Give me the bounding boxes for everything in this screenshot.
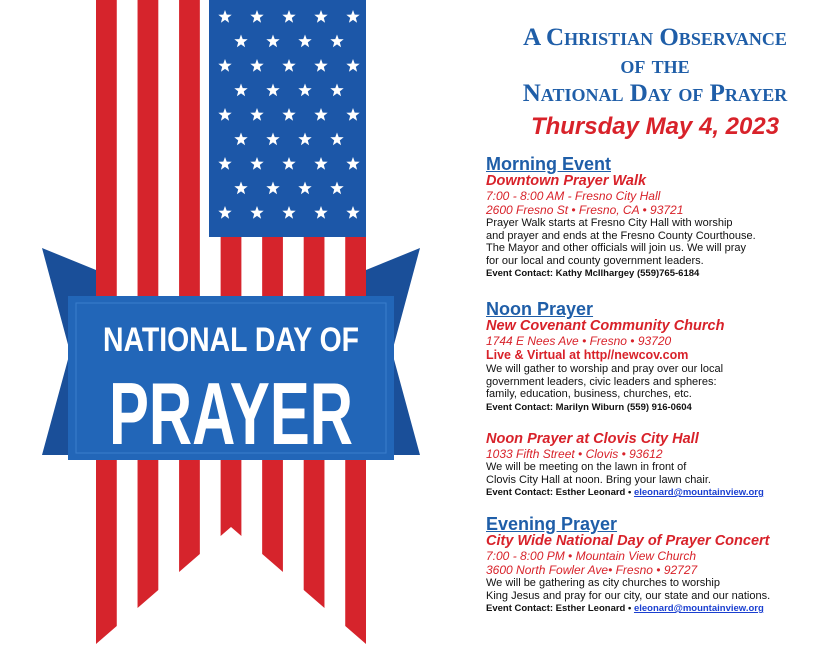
noon-contact: Event Contact: Marilyn Wiburn (559) 916-0604 [486, 401, 692, 413]
noon-section [486, 300, 836, 414]
noon-event-address: 1744 E Nees Ave • Fresno • 93720 [486, 334, 672, 348]
clovis-event-address: 1033 Fifth Street • Clovis • 93612 [486, 447, 663, 461]
evening-desc-line: King Jesus and pray for our city, our state and our nations. [486, 589, 771, 602]
banner-line2: PRAYER [109, 364, 353, 463]
evening-heading: Evening Prayer [486, 514, 618, 534]
noon-desc-line: We will gather to worship and pray over our local [486, 363, 724, 375]
clovis-section [486, 431, 836, 499]
morning-desc-line: for our local and county government leaders. [486, 254, 704, 267]
noon-heading: Noon Prayer [486, 299, 594, 319]
morning-desc-line: and prayer and ends at the Fresno County Courthouse. [486, 229, 756, 242]
morning-desc-line: The Mayor and other officials will join us. We will pray [486, 242, 747, 254]
clovis-desc-line: Clovis City Hall at noon. Bring your lawn chair. [486, 473, 711, 486]
morning-event-time: 7:00 - 8:00 AM - Fresno City Hall [486, 189, 661, 203]
clovis-contact-label: Event Contact: Esther Leonard • [486, 487, 634, 498]
evening-event-time: 7:00 - 8:00 PM • Mountain View Church [486, 549, 697, 563]
morning-section [486, 155, 836, 280]
evening-contact-label: Event Contact: Esther Leonard • [486, 603, 634, 614]
morning-event-title: Downtown Prayer Walk [486, 173, 647, 189]
header-line3: National Day of Prayer [522, 80, 788, 107]
noon-live-link[interactable]: Live & Virtual at http//newcov.com [486, 348, 689, 362]
evening-desc-line: We will be gathering as city churches to worship [486, 577, 720, 589]
morning-heading: Morning Event [486, 154, 611, 174]
evening-event-title: City Wide National Day of Prayer Concert [486, 533, 770, 549]
event-details-panel [470, 0, 840, 650]
banner-line1: NATIONAL DAY OF [103, 321, 359, 359]
noon-event-title: New Covenant Community Church [486, 318, 725, 334]
clovis-contact [486, 486, 836, 499]
morning-event-address: 2600 Fresno St • Fresno, CA • 93721 [486, 203, 684, 217]
morning-contact: Event Contact: Kathy McIlhargey (559)765-6184 [486, 268, 700, 279]
evening-event-address: 3600 North Fowler Ave• Fresno • 92727 [486, 563, 698, 577]
morning-desc-line: Prayer Walk starts at Fresno City Hall with worship [486, 217, 733, 229]
noon-desc-line: family, education, business, churches, etc. [486, 388, 692, 400]
header-line1: A Christian Observance [523, 24, 787, 51]
noon-desc-line: government leaders, civic leaders and spheres: [486, 375, 717, 388]
header-line2: of the [620, 52, 690, 79]
clovis-event-title: Noon Prayer at Clovis City Hall [486, 431, 699, 447]
evening-section [486, 515, 836, 615]
evening-contact [486, 602, 836, 615]
event-date: Thursday May 4, 2023 [530, 113, 780, 140]
clovis-desc-line: We will be meeting on the lawn in front of [486, 461, 687, 473]
clovis-email-link[interactable]: eleonard@mountainview.org [633, 487, 764, 498]
evening-email-link[interactable]: eleonard@mountainview.org [633, 603, 764, 614]
